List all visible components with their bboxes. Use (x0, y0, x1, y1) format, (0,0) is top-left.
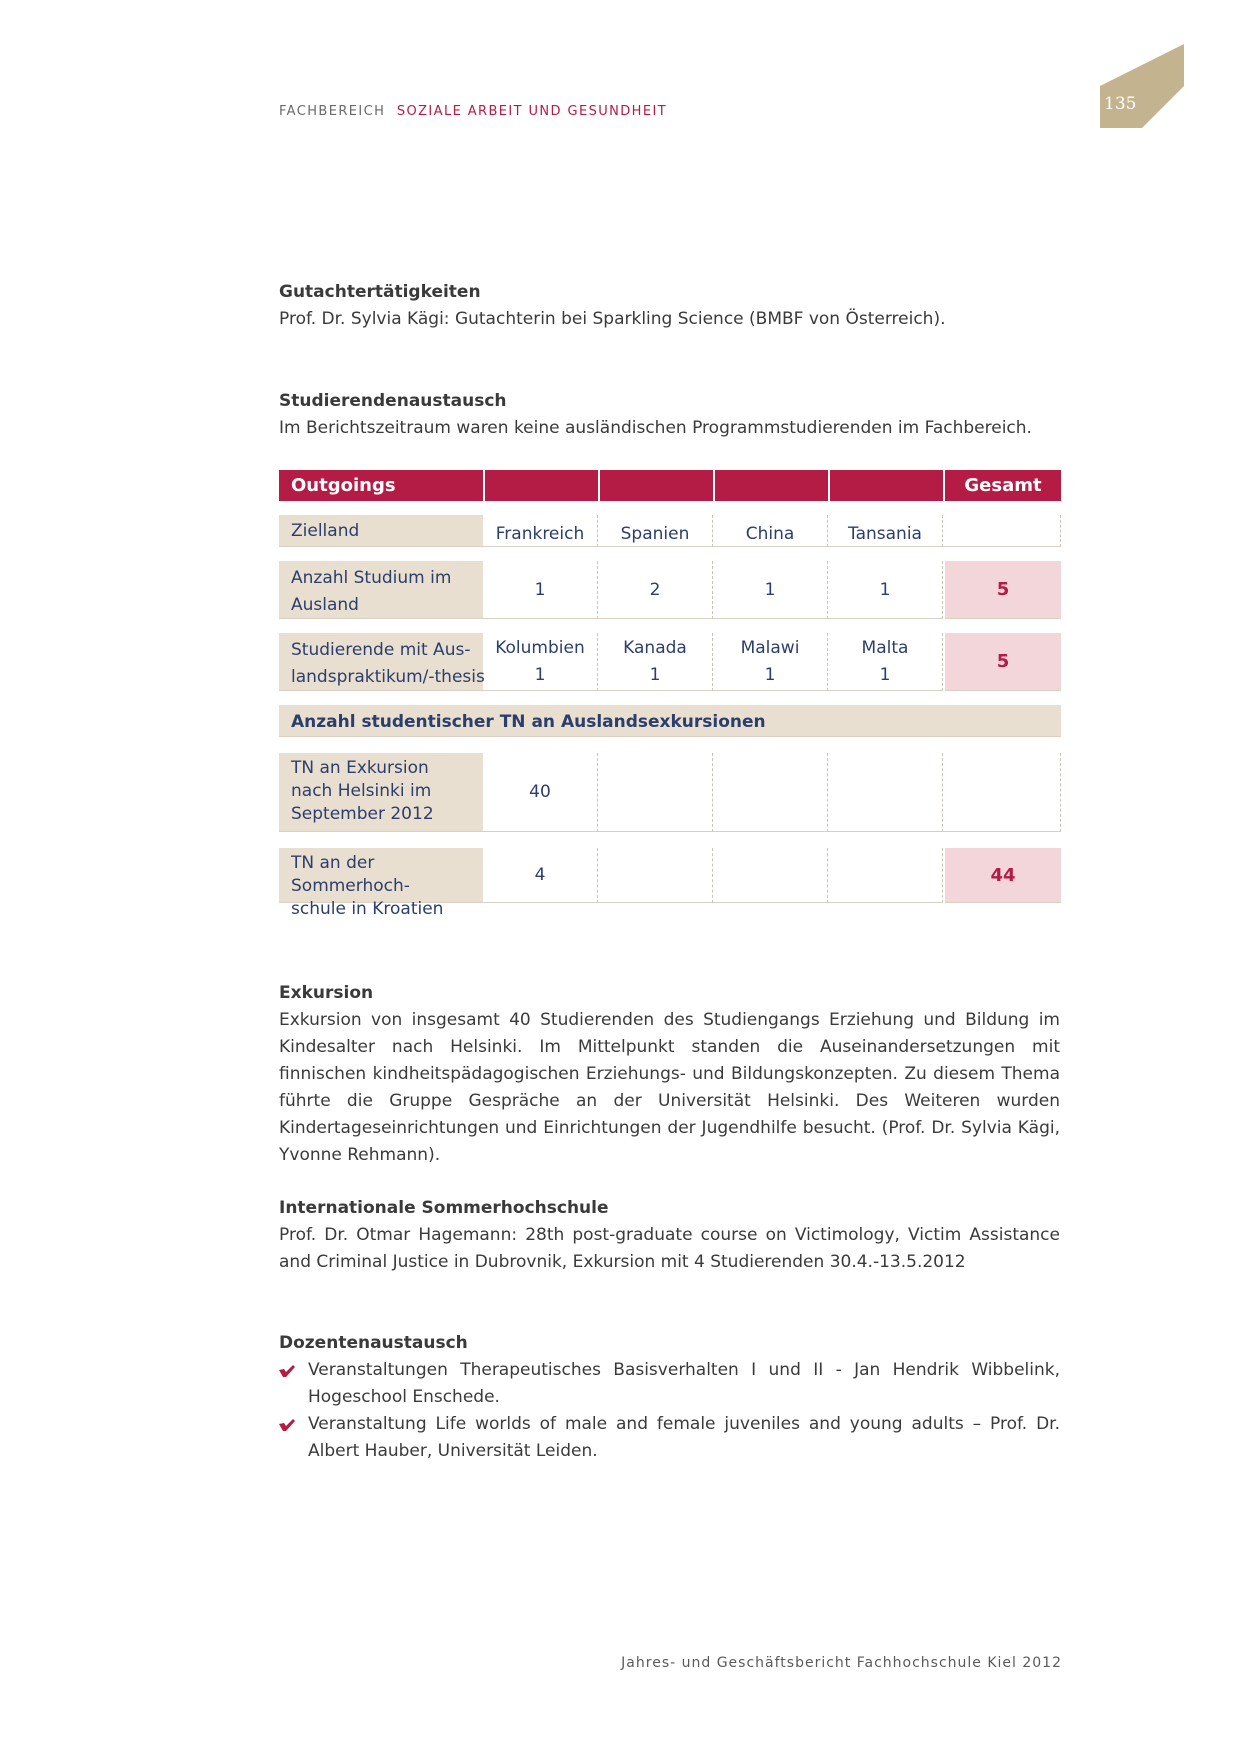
empty-cell (598, 753, 713, 832)
list-item-text: Veranstaltungen Therapeutisches Basisverhalten I und II - Jan Hendrik Wibbelink, Hogeschool Enschede. (308, 1360, 1060, 1407)
empty-cell (713, 753, 828, 832)
value-cell: 40 (483, 753, 598, 832)
country-name: Kanada (623, 638, 687, 658)
section-title: Dozentenaustausch (279, 1333, 468, 1353)
check-bullet-icon (279, 1419, 295, 1431)
list-item (279, 1357, 1060, 1411)
section-title: Exkursion (279, 983, 374, 1003)
table-header-total: Gesamt (945, 470, 1061, 501)
page-number-badge (1100, 44, 1184, 128)
page-footer: Jahres- und Geschäftsbericht Fachhochschule Kiel 2012 (621, 1655, 1062, 1671)
total-cell: 5 (945, 561, 1061, 619)
section-dozenten (279, 1330, 1060, 1465)
section-exkursion (279, 980, 1060, 1169)
praktikum-cell (713, 633, 828, 691)
section-text: Prof. Dr. Sylvia Kägi: Gutachterin bei Sparkling Science (BMBF von Österreich). (279, 309, 946, 329)
value-cell: 4 (483, 848, 598, 903)
empty-total-cell (943, 515, 1061, 547)
check-bullet-icon (279, 1365, 295, 1377)
praktikum-cell (598, 633, 713, 691)
empty-cell (713, 848, 828, 903)
page-number: 135 (1104, 94, 1137, 114)
country-value: 1 (879, 665, 891, 685)
header-department: FACHBEREICH (279, 104, 386, 119)
section-austausch (279, 388, 1069, 442)
table-header-label: Outgoings (279, 470, 483, 501)
country-value: 1 (764, 665, 776, 685)
table-header-cell (715, 470, 828, 501)
row-label-praktikum (279, 633, 483, 691)
country-cell: Spanien (598, 515, 713, 547)
country-cell: Tansania (828, 515, 943, 547)
praktikum-cell (483, 633, 598, 691)
section-title: Studierendenaustausch (279, 391, 507, 411)
value-cell: 2 (598, 561, 713, 619)
country-cell: Frankreich (483, 515, 598, 547)
country-name: Kolumbien (495, 638, 585, 658)
section-gutachter (279, 279, 1069, 333)
empty-cell (598, 848, 713, 903)
running-header (279, 104, 667, 119)
row-label-zielland: Zielland (279, 515, 483, 547)
list-item-text: Veranstaltung Life worlds of male and female juveniles and young adults – Prof. Dr. Albert Hauber, Universität Leiden. (308, 1414, 1060, 1461)
country-name: Malta (861, 638, 909, 658)
row-label-praktikum-text: Studierende mit Aus- landspraktikum/-thesis (291, 640, 485, 687)
row-label-kroatien-text: TN an der Sommerhoch- schule in Kroatien (291, 853, 444, 919)
empty-cell (828, 753, 943, 832)
row-label-studium: Anzahl Studium im Ausland (279, 561, 483, 619)
value-cell: 1 (483, 561, 598, 619)
section-title: Internationale Sommerhochschule (279, 1198, 609, 1218)
total-cell: 5 (945, 633, 1061, 691)
page-corner-shape (1100, 44, 1184, 128)
section-text: Exkursion von insgesamt 40 Studierenden des Studiengangs Erziehung und Bildung im Kindesalter nach Helsinki. Im Mittelpunkt standen die Auseinandersetzungen mit finnischen kindheitspädagogischen Erziehungs- und Bildungskonzepten. Zu diesem Thema führte die Gruppe Gespräche an der Universität Helsinki. Des Weiteren wurden Kindertageseinrichtungen und Einrichtungen der Jugendhilfe besucht. (Prof. Dr. Sylvia Kägi, Yvonne Rehmann). (279, 1010, 1060, 1165)
exkursionen-heading: Anzahl studentischer TN an Auslandsexkursionen (279, 705, 1061, 737)
empty-cell (943, 753, 1061, 832)
table-header-cell (600, 470, 713, 501)
country-value: 1 (534, 665, 546, 685)
praktikum-cell (828, 633, 943, 691)
country-value: 1 (649, 665, 661, 685)
row-label-helsinki: TN an Exkursion nach Helsinki im September 2012 (279, 753, 483, 832)
empty-cell (828, 848, 943, 903)
value-cell: 1 (828, 561, 943, 619)
table-header-cell (830, 470, 943, 501)
section-title: Gutachtertätigkeiten (279, 282, 481, 302)
table-header-cell (485, 470, 598, 501)
list-item (279, 1411, 1060, 1465)
row-label-kroatien (279, 848, 483, 919)
country-name: Malawi (740, 638, 800, 658)
header-subject: SOZIALE ARBEIT UND GESUNDHEIT (396, 104, 668, 119)
total-cell: 44 (945, 848, 1061, 903)
section-text: Im Berichtszeitraum waren keine ausländischen Programmstudierenden im Fachbereich. (279, 418, 1032, 438)
country-cell: China (713, 515, 828, 547)
value-cell: 1 (713, 561, 828, 619)
section-text: Prof. Dr. Otmar Hagemann: 28th post-graduate course on Victimology, Victim Assistance and Criminal Justice in Dubrovnik, Exkursion mit 4 Studierenden 30.4.-13.5.2012 (279, 1225, 1060, 1272)
section-sommerhochschule (279, 1195, 1060, 1276)
